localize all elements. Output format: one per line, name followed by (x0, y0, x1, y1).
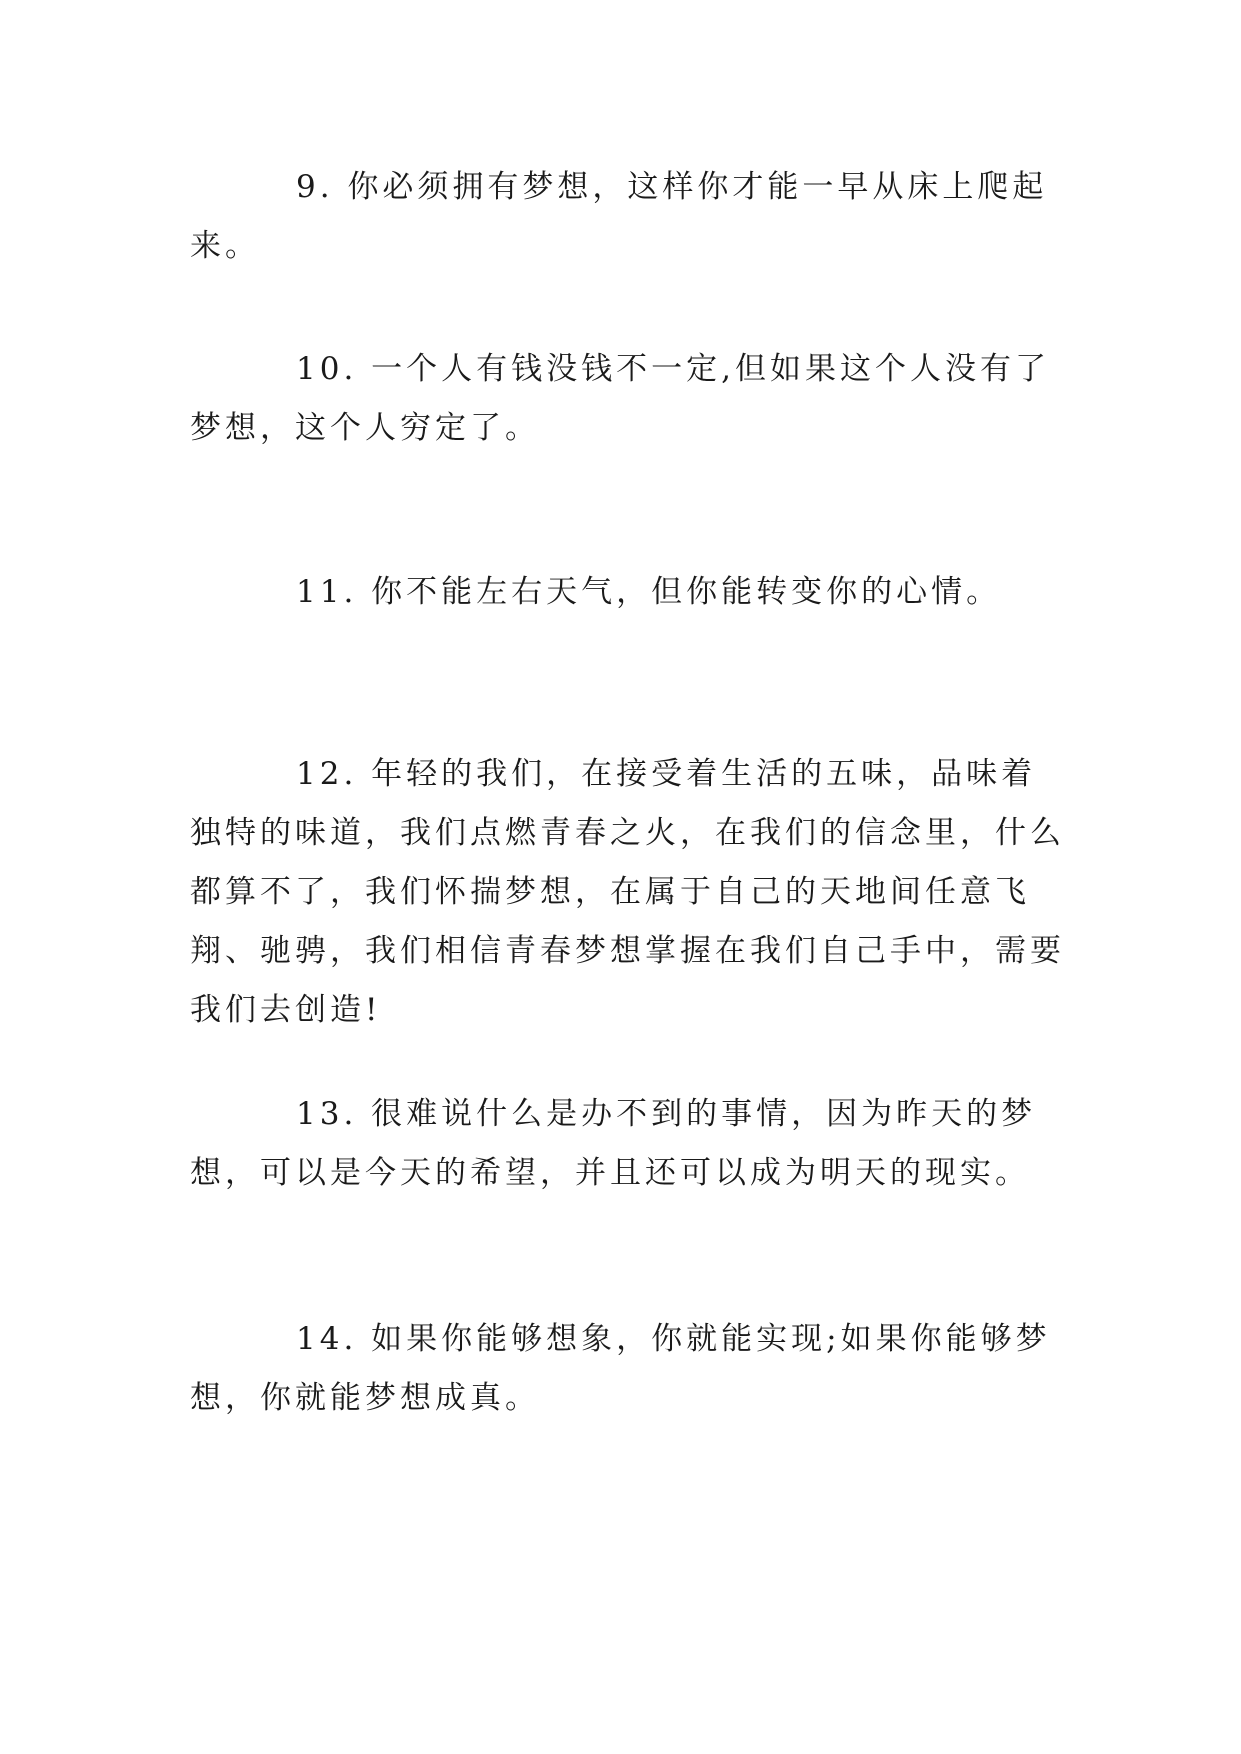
paragraph-text: 一个人有钱没钱不一定,但如果这个人没有了梦想，这个人穷定了。 (190, 351, 1051, 446)
paragraph-number: 13. (296, 1096, 358, 1132)
paragraph-number: 9. (296, 169, 334, 205)
paragraph-number: 10. (296, 351, 358, 387)
paragraph-11 (190, 563, 1070, 622)
paragraph-10 (190, 340, 1070, 458)
paragraph-text: 你必须拥有梦想，这样你才能一早从床上爬起来。 (190, 169, 1048, 264)
paragraph-number: 11. (296, 574, 358, 610)
paragraph-text: 很难说什么是办不到的事情，因为昨天的梦想，可以是今天的希望，并且还可以成为明天的现实。 (190, 1096, 1037, 1191)
paragraph-text: 你不能左右天气，但你能转变你的心情。 (371, 574, 1002, 610)
paragraph-text: 如果你能够想象，你就能实现;如果你能够梦想，你就能梦想成真。 (190, 1321, 1051, 1416)
paragraph-12 (190, 745, 1070, 1040)
paragraph-number: 14. (296, 1321, 358, 1357)
paragraph-14 (190, 1310, 1070, 1428)
paragraph-9 (190, 158, 1070, 276)
paragraph-number: 12. (296, 756, 358, 792)
paragraph-text: 年轻的我们，在接受着生活的五味，品味着独特的味道，我们点燃青春之火，在我们的信念里，什么都算不了，我们怀揣梦想，在属于自己的天地间任意飞翔、驰骋，我们相信青春梦想掌握在我们自己手中，需要我们去创造! (190, 756, 1065, 1028)
paragraph-13 (190, 1085, 1070, 1203)
